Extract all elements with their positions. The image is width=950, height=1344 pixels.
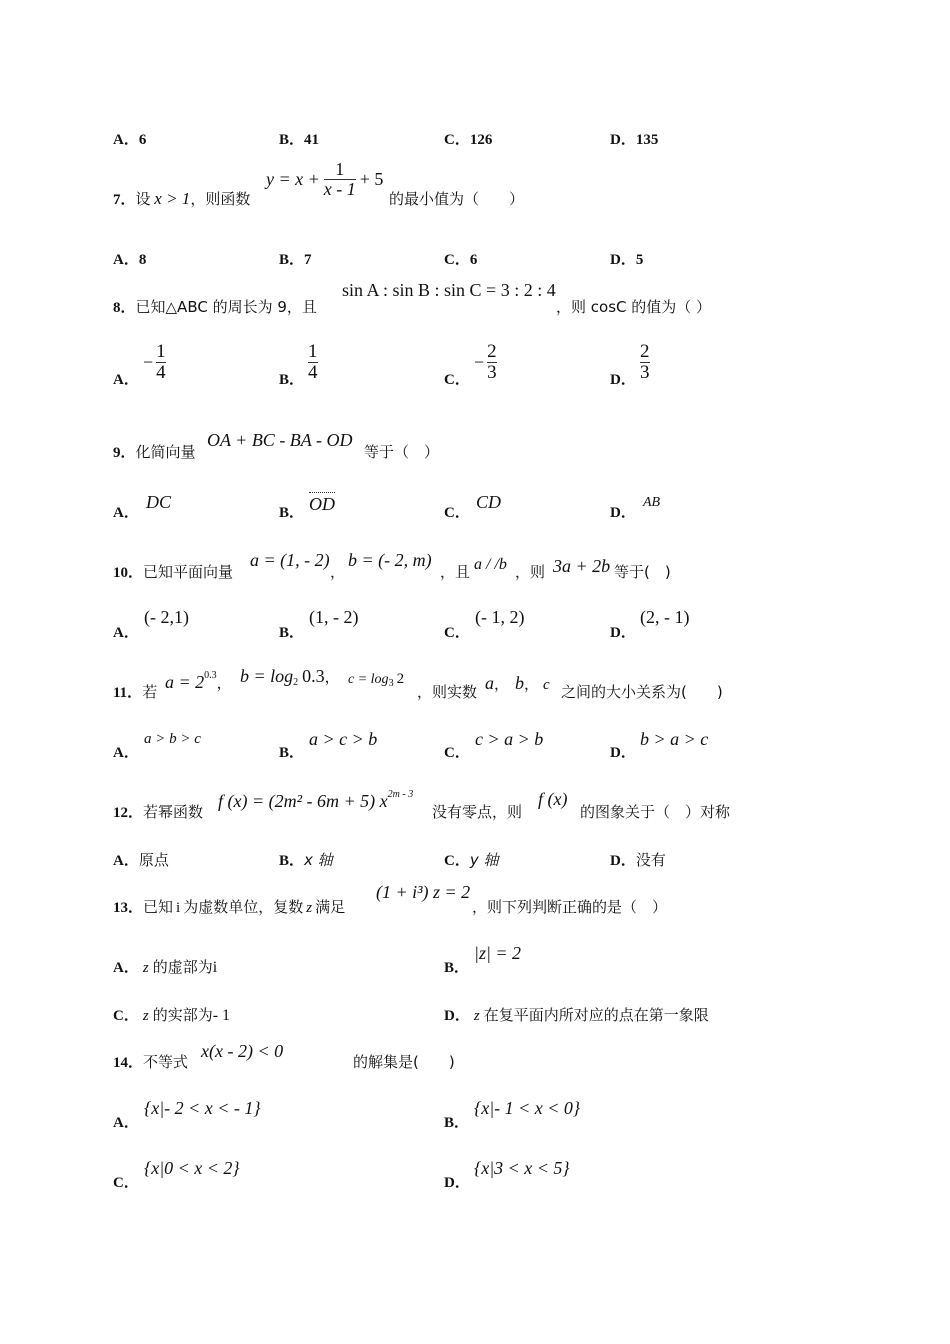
q6-option-c: C．126 [444,132,493,148]
q13-stem-tail: ，则下列判断正确的是（ ） [472,898,668,916]
q9-option-c-value: CD [476,492,502,512]
q10-option-c-label: C． [444,625,470,641]
q13-option-c: C． z 的实部为- 1 [113,1006,231,1024]
q13-stem: 13．已知 i 为虚数单位，复数 z 满足 [113,898,346,916]
q14-option-d-value: {x|3 < x < 5} [474,1158,570,1178]
q8-option-b-label: B． [279,372,305,388]
q9-option-a-value: DC [146,492,172,512]
q9-option-c-label: C． [444,505,470,521]
q14-option-a-label: A． [113,1115,139,1131]
q11-option-a-label: A． [113,745,139,761]
q10-separator: ， [330,563,346,581]
q6-option-b: B．41 [279,132,320,148]
q12-option-d: D．没有 [610,851,666,869]
q13-option-d: D． z 在复平面内所对应的点在第一象限 [444,1006,709,1024]
q13-formula: (1 + i³) z = 2 [376,882,471,902]
q12-function: f (x) = (2m² - 6m + 5) $x^{2m - 3}$ [218,789,414,811]
q14-option-a-value: {x|- 2 < x < - 1} [144,1098,261,1118]
q10-option-d-label: D． [610,625,636,641]
q10-stem-tail: 等于( ) [614,563,671,581]
q12-option-c: C．y 轴 [444,851,499,869]
q10-option-a-label: A． [113,625,139,641]
q7-option-d: D．5 [610,252,644,268]
q11-stem-tail: 之间的大小关系为( ) [561,683,723,701]
q8-option-d-value: $\frac{2}{3}$ [640,341,650,383]
q10-stem: 10．已知平面向量 [113,563,234,581]
q8-formula: sin A : sin B : sin C = 3 : 2 : 4 [342,280,556,300]
q10-stem-mid: ，且 [440,563,471,581]
q11-stem-mid: ，则实数 [417,683,478,701]
q12-stem: 12．若幂函数 [113,803,204,821]
q11-option-d-label: D． [610,745,636,761]
q13-option-b-label: B． [444,960,470,976]
q8-option-b-value: $\frac{1}{4}$ [308,341,318,383]
q13-option-b-value: |z| = 2 [474,943,522,963]
q7-stem: 7．设 x > 1，则函数 [113,189,251,208]
q9-formula: OA + BC - BA - OD [207,430,353,450]
q8-stem-tail: ，则 cosC 的值为（ ） [556,298,712,316]
q8-option-c-value: − $\frac{2}{3}$ [474,341,497,383]
q11-c-definition: $c = \log_3 2$ [348,671,405,689]
q11-variables: a， b， c [485,673,550,693]
q10-option-a-value: (- 2,1) [144,607,189,627]
q11-option-b-value: a > c > b [309,729,378,749]
q12-option-a: A．原点 [113,851,169,869]
q10-option-c-value: (- 1, 2) [475,607,525,627]
q14-option-c-value: {x|0 < x < 2} [144,1158,240,1178]
q12-fx: f (x) [538,789,568,809]
q14-option-b-label: B． [444,1115,470,1131]
q8-stem: 8．已知△ABC 的周长为 9，且 [113,298,317,316]
q10-stem-mid2: ，则 [515,563,546,581]
q10-option-b-value: (1, - 2) [309,607,359,627]
q9-option-d-value: AB [643,495,661,510]
q9-option-a-label: A． [113,505,139,521]
q8-option-a-value: − $\frac{1}{4}$ [143,341,166,383]
q11-option-c-label: C． [444,745,470,761]
q11-option-c-value: c > a > b [475,729,544,749]
q7-option-b: B．7 [279,252,312,268]
q14-option-c-label: C． [113,1175,139,1191]
q8-option-a-label: A． [113,372,139,388]
q11-a-definition: $a = 2^{0.3}$， [165,670,232,692]
q9-stem-tail: 等于（ ） [364,443,440,461]
q10-parallel: a / /b [474,556,507,573]
q11-option-b-label: B． [279,745,305,761]
q6-option-d: D．135 [610,132,659,148]
q14-stem: 14．不等式 [113,1053,189,1071]
q9-option-b-label: B． [279,505,305,521]
q11-b-definition: $b = \log_2 0.3$， [240,666,340,688]
q8-option-c-label: C． [444,372,470,388]
q12-option-b: B．x 轴 [279,851,333,869]
q12-stem-mid: 没有零点，则 [432,803,523,821]
q10-option-d-value: (2, - 1) [640,607,690,627]
q14-option-b-value: {x|- 1 < x < 0} [474,1098,581,1118]
q7-stem-tail: 的最小值为（ ） [389,190,525,208]
q7-function: y = x + $\frac{1}{x - 1}$ + 5 [266,159,384,199]
q11-stem: 11．若 [113,683,158,701]
q14-option-d-label: D． [444,1175,470,1191]
q10-expression: 3a + 2b [553,556,611,576]
q8-option-d-label: D． [610,372,636,388]
q9-option-d-label: D． [610,505,636,521]
q12-stem-tail: 的图象关于（ ）对称 [580,803,731,821]
q10-option-b-label: B． [279,625,305,641]
q14-stem-tail: 的解集是( ) [353,1053,455,1071]
q9-stem: 9．化简向量 [113,443,196,461]
q11-option-a-value: a > b > c [144,731,201,747]
q10-vector-b: b = (- 2, m) [348,550,432,570]
q6-option-a: A．6 [113,132,147,148]
q10-vector-a: a = (1, - 2) [250,550,330,570]
q9-option-b-value: OD [309,494,335,514]
q7-option-c: C．6 [444,252,478,268]
q14-formula: x(x - 2) < 0 [201,1041,284,1061]
q13-option-a: A． z 的虚部为i [113,958,218,976]
q7-option-a: A．8 [113,252,147,268]
q11-option-d-value: b > a > c [640,729,709,749]
